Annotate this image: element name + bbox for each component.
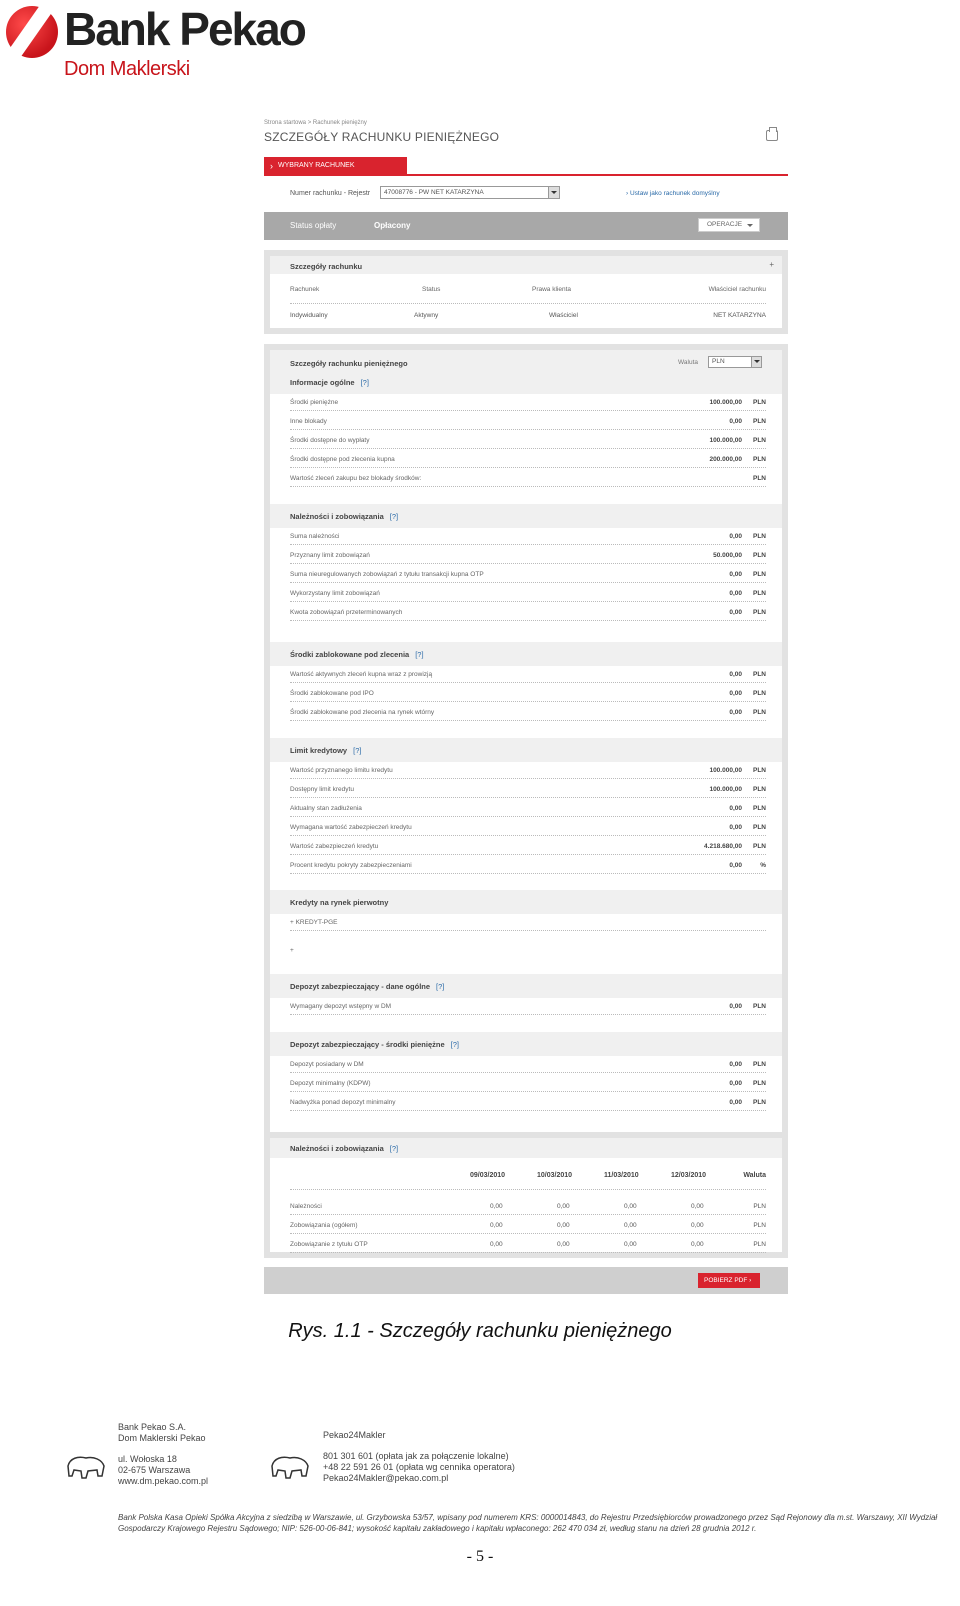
list-item [290, 1054, 766, 1073]
table-cell: 0,00 [557, 1222, 570, 1229]
row-value: 100.000,00 [709, 786, 742, 793]
list-item [290, 392, 766, 411]
row-label: Środki dostępne do wypłaty [290, 437, 370, 444]
list-item [290, 430, 766, 449]
row-value: 0,00 [729, 418, 742, 425]
row-label: Środki zablokowane pod zlecenia na rynek wtórny [290, 709, 435, 716]
section-title [290, 898, 388, 907]
account-select[interactable] [380, 186, 560, 199]
table-cell: 0,00 [691, 1241, 704, 1248]
pekao-emblem-icon [6, 6, 58, 58]
client-rights: Właściciel [549, 312, 578, 319]
list-item [290, 449, 766, 468]
footer-line: ul. Wołoska 18 [118, 1454, 177, 1464]
row-label: Dostępny limit kredytu [290, 786, 354, 793]
fee-status-value: Opłacony [374, 221, 411, 230]
details-header-row [290, 282, 766, 304]
list-item [290, 564, 766, 583]
breadcrumb[interactable]: Strona startowa > Rachunek pieniężny [264, 120, 367, 126]
list-item [290, 1073, 766, 1092]
row-value: 4.218.680,00 [704, 843, 742, 850]
col-account: Rachunek [290, 286, 320, 293]
section-title-text: Depozyt zabezpieczający - dane ogólne [290, 982, 431, 991]
list-item [290, 468, 766, 487]
dated-header-row [290, 1164, 766, 1190]
legal-notice: Bank Polska Kasa Opieki Spółka Akcyjna z siedzibą w Warszawie, ul. Grzybowska 53/57, wpisany pod numerem KRS: 0000014843, do Rejestru Przedsiębiorców prowadzonego przez Sąd Rejonowy dla m.st. Warszawy, XII Wydział Gospodarczy Krajowego Rejestru Sądowego; NIP: 526-00-06-841; wysokość kapitału zakładowego i kapitału wpłaconego: 262 470 034 zł, według stanu na dzień 28 grudnia 2012 r. [118, 1513, 938, 1533]
row-value: 0,00 [729, 571, 742, 578]
table-cell: 0,00 [490, 1241, 503, 1248]
row-value: 0,00 [729, 690, 742, 697]
help-icon[interactable]: [?] [436, 982, 445, 991]
row-value: 0,00 [729, 590, 742, 597]
credit-item-add[interactable] [290, 940, 766, 959]
row-currency: PLN [753, 590, 766, 597]
row-label: Środki zablokowane pod IPO [290, 690, 374, 697]
row-label: Środki pieniężne [290, 399, 339, 406]
row-currency: PLN [753, 399, 766, 406]
help-icon[interactable]: [?] [360, 378, 369, 387]
row-value: 50.000,00 [713, 552, 742, 559]
row-value: 0,00 [729, 1003, 742, 1010]
row-value: 100.000,00 [709, 399, 742, 406]
page-title: SZCZEGÓŁY RACHUNKU PIENIĘŻNEGO [264, 130, 500, 144]
table-cell: 0,00 [691, 1203, 704, 1210]
footer-line: +48 22 591 26 01 (opłata wg cennika operatora) [323, 1462, 515, 1472]
list-item [290, 760, 766, 779]
list-item [290, 411, 766, 430]
currency-select[interactable] [708, 356, 762, 368]
row-value: 0,00 [729, 805, 742, 812]
section-title [290, 982, 444, 991]
list-item [290, 996, 766, 1015]
section-title [290, 378, 369, 387]
table-cell: 0,00 [624, 1203, 637, 1210]
footer-line: Pekao24Makler [323, 1430, 386, 1440]
logo-name: Bank Pekao [64, 3, 305, 55]
section-title-text: Środki zablokowane pod zlecenia [290, 650, 410, 659]
col-date-1: 09/03/2010 [470, 1172, 506, 1179]
row-value: 100.000,00 [709, 437, 742, 444]
row-label: Przyznany limit zobowiązań [290, 552, 370, 559]
row-currency: PLN [753, 552, 766, 559]
row-label: Suma należności [290, 533, 340, 540]
row-label: Inne blokady [290, 418, 327, 425]
list-item [290, 526, 766, 545]
section-title [290, 512, 398, 521]
dated-title [290, 1144, 398, 1153]
row-value: 0,00 [729, 533, 742, 540]
row-value: 100.000,00 [709, 767, 742, 774]
section-title [290, 650, 424, 659]
table-cell: 0,00 [691, 1222, 704, 1229]
row-value: 0,00 [729, 862, 742, 869]
row-value: 0,00 [729, 709, 742, 716]
currency-value: PLN [712, 358, 725, 365]
row-label: Depozyt minimalny (KDPW) [290, 1080, 371, 1087]
fee-status-label: Status opłaty [290, 221, 337, 230]
row-label: Wymagany depozyt wstępny w DM [290, 1003, 392, 1010]
chevron-down-icon[interactable] [751, 357, 761, 367]
row-currency: PLN [753, 1099, 766, 1106]
add-icon: + [290, 947, 294, 954]
row-currency: PLN [753, 1080, 766, 1087]
page-number: - 5 - [466, 1548, 494, 1565]
footer-line: Dom Maklerski Pekao [118, 1433, 206, 1443]
row-label: Środki dostępne pod zlecenia kupna [290, 456, 395, 463]
row-label: Wartość przyznanego limitu kredytu [290, 767, 393, 774]
account-select-value: 47008776 - PW NET KATARZYNA [384, 189, 484, 196]
row-value: 0,00 [729, 1061, 742, 1068]
row-value: 200.000,00 [709, 456, 742, 463]
account-owner: NET KATARZYNA [713, 312, 766, 319]
row-label: Procent kredytu pokryty zabezpieczeniami [290, 862, 412, 869]
col-date-3: 11/03/2010 [604, 1172, 639, 1179]
footer-address [118, 1422, 208, 1487]
row-currency: PLN [753, 571, 766, 578]
row-currency: PLN [753, 437, 766, 444]
list-item [290, 683, 766, 702]
row-currency: PLN [753, 456, 766, 463]
table-cell: 0,00 [490, 1203, 503, 1210]
row-label: Należności [290, 1203, 322, 1210]
row-currency: PLN [753, 824, 766, 831]
pdf-bar [264, 1267, 788, 1294]
row-currency: % [760, 862, 766, 869]
download-pdf-button[interactable]: POBIERZ PDF › [698, 1273, 760, 1288]
tab-selected-account[interactable]: › WYBRANY RACHUNEK [264, 157, 407, 175]
section-title-text: Limit kredytowy [290, 746, 348, 755]
col-owner: Właściciel rachunku [708, 286, 766, 293]
account-details-panel [264, 250, 788, 334]
table-row [290, 1234, 766, 1253]
bank-pekao-logo [6, 3, 336, 86]
table-cell: 0,00 [557, 1241, 570, 1248]
footer-spacer [323, 1441, 515, 1451]
row-value: 0,00 [729, 1080, 742, 1087]
row-currency: PLN [753, 805, 766, 812]
list-item [290, 702, 766, 721]
dated-receivables-panel [264, 1132, 788, 1258]
list-item [290, 855, 766, 874]
row-currency: PLN [753, 609, 766, 616]
help-icon[interactable]: [?] [450, 1040, 459, 1049]
row-label: Wartość aktywnych zleceń kupna wraz z prowizją [290, 671, 433, 678]
row-label: Depozyt posiadany w DM [290, 1061, 364, 1068]
operations-button[interactable]: OPERACJE [698, 218, 760, 232]
row-label: Wykorzystany limit zobowiązań [290, 590, 380, 597]
table-cell: PLN [753, 1203, 766, 1210]
footer-line: 801 301 601 (opłata jak za połączenie lokalne) [323, 1451, 509, 1461]
footer-contact [323, 1430, 515, 1484]
print-icon[interactable] [766, 130, 778, 141]
list-item [290, 602, 766, 621]
section-title-text: Depozyt zabezpieczający - środki pieniężne [290, 1040, 445, 1049]
row-value: 0,00 [729, 824, 742, 831]
section-title-text: Informacje ogólne [290, 378, 355, 387]
screenshot-figure [264, 112, 788, 1324]
row-label: Suma nieuregulowanych zobowiązań z tytułu transakcji kupna OTP [290, 571, 484, 578]
col-client-rights: Prawa klienta [532, 286, 572, 293]
details-value-row [290, 306, 766, 326]
row-label: Nadwyżka ponad depozyt minimalny [290, 1099, 396, 1106]
cash-details-title: Szczegóły rachunku pieniężnego [290, 359, 408, 368]
row-label: Zobowiązania (ogółem) [290, 1222, 358, 1229]
section-title-text: Należności i zobowiązania [290, 512, 384, 521]
section-title [290, 1040, 459, 1049]
list-item [290, 1092, 766, 1111]
row-currency: PLN [753, 709, 766, 716]
list-item [290, 798, 766, 817]
help-icon[interactable]: [?] [415, 650, 424, 659]
row-currency: PLN [753, 533, 766, 540]
account-label: Numer rachunku - Rejestr [290, 190, 371, 197]
footer-line: Bank Pekao S.A. [118, 1422, 187, 1432]
fee-status-bar [264, 212, 788, 240]
cash-details-panel [264, 344, 788, 1240]
set-default-account-link[interactable]: › Ustaw jako rachunek domyślny [626, 190, 720, 197]
list-item [290, 836, 766, 855]
collapse-toggle[interactable]: + [769, 260, 774, 269]
chevron-down-icon[interactable] [548, 187, 559, 198]
bison-logo-icon [66, 1452, 106, 1480]
row-currency: PLN [753, 843, 766, 850]
dated-title-text: Należności i zobowiązania [290, 1144, 384, 1153]
row-currency: PLN [753, 767, 766, 774]
list-item [290, 817, 766, 836]
table-cell: 0,00 [490, 1222, 503, 1229]
list-item [290, 779, 766, 798]
row-currency: PLN [753, 690, 766, 697]
row-value: 0,00 [729, 1099, 742, 1106]
table-row [290, 1215, 766, 1234]
list-item [290, 545, 766, 564]
row-currency: PLN [753, 1061, 766, 1068]
row-label: Wartość zleceń zakupu bez blokady środków: [290, 475, 422, 482]
col-date-2: 10/03/2010 [537, 1172, 573, 1179]
footer-email-link[interactable]: Pekao24Makler@pekao.com.pl [323, 1473, 449, 1483]
table-cell: 0,00 [624, 1241, 637, 1248]
footer-spacer [118, 1444, 208, 1454]
account-details-title: Szczegóły rachunku [290, 262, 363, 271]
help-icon[interactable]: [?] [353, 746, 362, 755]
footer-line: 02-675 Warszawa [118, 1465, 191, 1475]
col-date-4: 12/03/2010 [671, 1172, 707, 1179]
credit-item[interactable] [290, 912, 766, 931]
row-value: 0,00 [729, 609, 742, 616]
row-value: 0,00 [729, 671, 742, 678]
table-cell: PLN [753, 1241, 766, 1248]
col-currency: Waluta [743, 1172, 766, 1179]
help-icon[interactable]: [?] [389, 1144, 399, 1153]
row-label: Wymagana wartość zabezpieczeń kredytu [290, 824, 412, 831]
row-label: Kwota zobowiązań przeterminowanych [290, 609, 403, 616]
row-label: Wartość zabezpieczeń kredytu [290, 843, 379, 850]
figure-caption: Rys. 1.1 - Szczegóły rachunku pieniężnego [288, 1320, 672, 1342]
row-currency: PLN [753, 671, 766, 678]
section-title-text: Kredyty na rynek pierwotny [290, 898, 389, 907]
credit-item-label: + KREDYT-PGE [290, 919, 338, 926]
logo-subtitle: Dom Maklerski [64, 58, 190, 80]
list-item [290, 664, 766, 683]
bison-logo-icon [270, 1452, 310, 1480]
row-currency: PLN [753, 786, 766, 793]
col-status: Status [422, 286, 441, 293]
table-cell: 0,00 [624, 1222, 637, 1229]
section-title [290, 746, 361, 755]
table-row [290, 1196, 766, 1215]
row-currency: PLN [753, 1003, 766, 1010]
row-currency: PLN [753, 418, 766, 425]
footer-link[interactable]: www.dm.pekao.com.pl [118, 1476, 209, 1486]
table-cell: 0,00 [557, 1203, 570, 1210]
account-selector-row [264, 176, 788, 212]
account-status: Aktywny [414, 312, 439, 319]
row-label: Zobowiązanie z tytułu OTP [290, 1241, 368, 1248]
currency-label: Waluta [678, 359, 698, 366]
account-type: Indywidualny [290, 312, 328, 319]
row-label: Aktualny stan zadłużenia [290, 805, 362, 812]
help-icon[interactable]: [?] [389, 512, 399, 521]
table-cell: PLN [753, 1222, 766, 1229]
list-item [290, 583, 766, 602]
row-currency: PLN [753, 475, 766, 482]
